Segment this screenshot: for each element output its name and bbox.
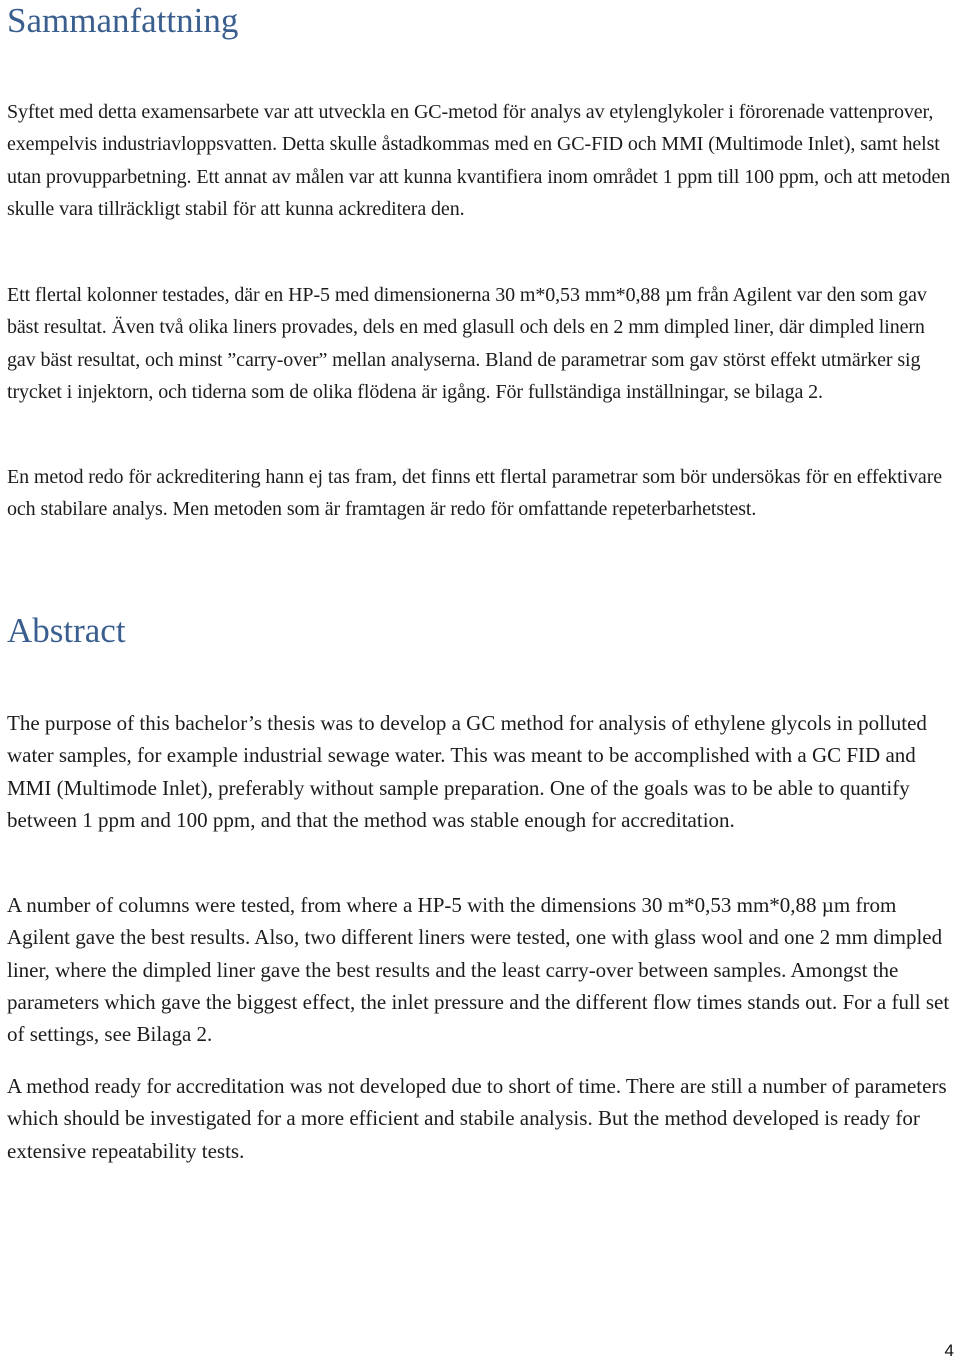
heading-sammanfattning: Sammanfattning: [7, 1, 239, 40]
swedish-paragraph-3: En metod redo för ackreditering hann ej tas fram, det finns ett flertal parametrar som bör undersökas för en effektivare och stabilare analys. Men metoden som är framtagen är redo för omfattande repeterbarhetstest.: [7, 466, 943, 521]
abstract-paragraph-1: The purpose of this bachelor’s thesis was to develop a GC method for analysis of ethylene glycols in polluted water samples, for example industrial sewage water. This was meant to be accomplished with a GC FID and MMI (Multimode Inlet), preferably without sample preparation. One of the goals was to be able to quantify between 1 ppm and 100 ppm, and that the method was stable enough for accreditation.: [7, 711, 927, 832]
page-number: 4: [944, 1341, 954, 1360]
abstract-paragraph-2: A number of columns were tested, from where a HP-5 with the dimensions 30 m*0,53 mm*0,88 µm from Agilent gave the best results. Also, two different liners were tested, one with glass wool and one 2 mm dimpled liner, where the dimpled liner gave the best results and the least carry-over between samples. Amongst the parameters which gave the biggest effect, the inlet pressure and the different flow times stands out. For a full set of settings, see Bilaga 2.: [7, 893, 950, 1047]
heading-abstract: Abstract: [7, 611, 126, 650]
swedish-paragraph-1: Syftet med detta examensarbete var att utveckla en GC-metod för analys av etylenglykoler i förorenade vattenprover, exempelvis industriavloppsvatten. Detta skulle åstadkommas med en GC-FID och MMI (Multimode Inlet), samt helst utan provupparbetning. Ett annat av målen var att kunna kvantifiera inom området 1 ppm till 100 ppm, och att metoden skulle vara tillräckligt stabil för att kunna ackreditera den.: [7, 101, 951, 220]
swedish-paragraph-2: Ett flertal kolonner testades, där en HP-5 med dimensionerna 30 m*0,53 mm*0,88 µm från Agilent var den som gav bäst resultat. Även två olika liners provades, dels en med glasull och dels en 2 mm dimpled liner, där dimpled linern gav bäst resultat, och minst ”carry-over” mellan analyserna. Bland de parametrar som gav störst effekt utmärker sig trycket i injektorn, och tiderna som de olika flödena är igång. För fullständiga inställningar, se bilaga 2.: [7, 284, 927, 403]
abstract-paragraph-3: A method ready for accreditation was not developed due to short of time. There are still a number of parameters which should be investigated for a more efficient and stabile analysis. But the method developed is ready for extensive repeatability tests.: [7, 1074, 947, 1163]
